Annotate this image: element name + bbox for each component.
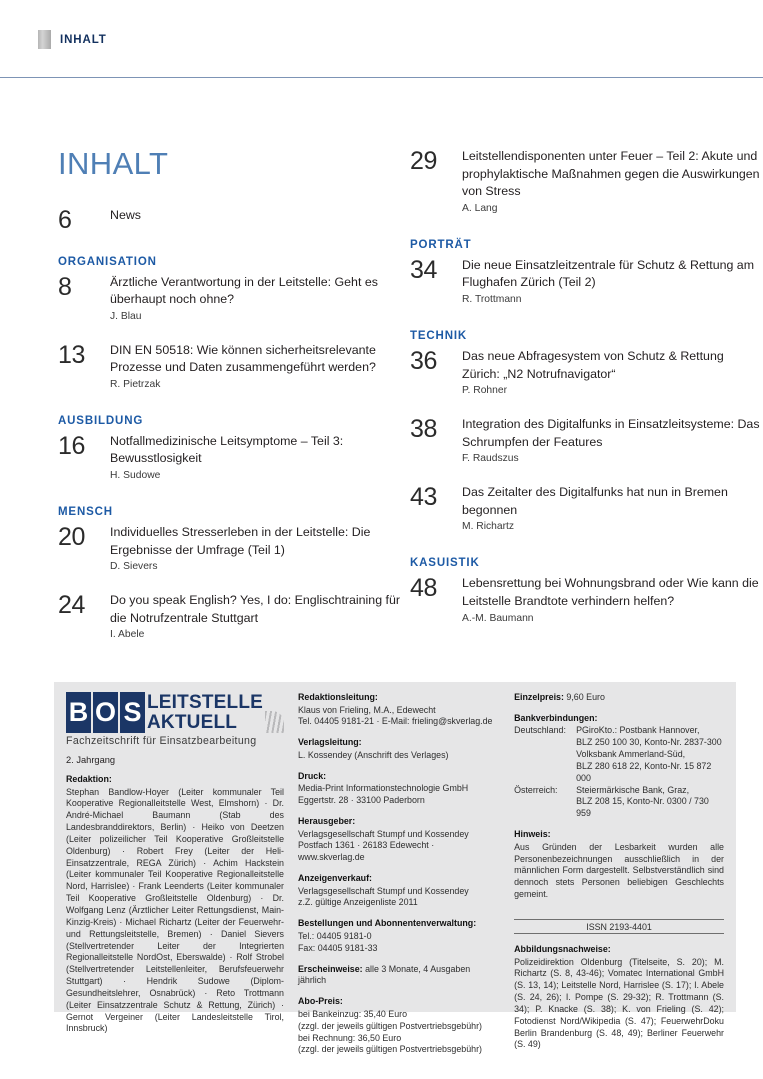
toc-entry-title: Lebensrettung bei Wohnungsbrand oder Wie kann die Leitstelle Brandtote verhindern helfen?: [462, 576, 759, 608]
toc-entry-title: Do you speak English? Yes, I do: Englischtraining für die Notrufzentrale Stuttgart: [110, 593, 400, 625]
redaktion-heading: Redaktion:: [66, 774, 112, 784]
toc-entry-author: M. Richartz: [462, 521, 515, 533]
running-header-label: INHALT: [60, 33, 107, 46]
toc-entry-title: Individuelles Stresserleben in der Leitstelle: Die Ergebnisse der Umfrage (Teil 1): [110, 524, 371, 557]
toc-section-heading: MENSCH: [58, 505, 113, 518]
header-divider: [0, 77, 763, 78]
bank-at-line-1: Steiermärkische Bank, Graz,: [576, 784, 690, 795]
toc-entry-title: Das neue Abfragesystem von Schutz & Rettung Zürich: „N2 Notrufnavigator“: [462, 348, 724, 381]
toc-section-heading: TECHNIK: [410, 329, 468, 342]
toc-entry[interactable]: [58, 592, 400, 643]
imprint-column-banking: [514, 692, 724, 1050]
toc-entry[interactable]: [58, 207, 400, 234]
toc-entry-body: [462, 348, 763, 399]
toc-entry-page: 6: [58, 206, 72, 234]
toc-entry[interactable]: [58, 433, 400, 484]
toc-entry-page: 20: [58, 522, 86, 551]
bank-details-oesterreich: [576, 785, 724, 821]
imprint-column-masthead: [66, 691, 298, 1034]
abo-preis-line-2: (zzgl. der jeweils gültigen Postvertriebsgebühr): [298, 1020, 482, 1031]
bestellungen-heading: Bestellungen und Abonnentenverwaltung:: [298, 918, 477, 929]
toc-entry[interactable]: [410, 348, 763, 399]
imprint-column-contact: [298, 692, 514, 1055]
toc-entry-body: [110, 524, 400, 575]
toc-entry-title: Die neue Einsatzleitzentrale für Schutz & Rettung am Flughafen Zürich (Teil 2): [462, 257, 755, 290]
bank-country-oesterreich: Österreich:: [514, 784, 558, 795]
toc-entry-title: Das Zeitalter des Digitalfunks hat nun in Bremen begonnen: [462, 485, 728, 517]
logo-letter-b: B: [66, 692, 91, 733]
verlagsleitung-heading: Verlagsleitung:: [298, 737, 362, 748]
einzelpreis-heading: Einzelpreis:: [514, 692, 564, 702]
logo-wordmark: [147, 692, 263, 733]
abo-preis-line-4: (zzgl. der jeweils gültigen Postvertriebsgebühr): [298, 1044, 482, 1055]
toc-entry-author: A.-M. Baumann: [462, 612, 534, 624]
toc-entry-title: Leitstellendisponenten unter Feuer – Teil 2: Akute und prophylaktische Maßnahmen gegen die Auswirkungen von Stress: [462, 149, 760, 199]
toc-entry[interactable]: [410, 484, 763, 535]
issn-badge: ISSN 2193-4401: [514, 919, 724, 934]
herausgeber-heading: Herausgeber:: [298, 815, 356, 826]
logo-tagline: Fachzeitschrift für Einsatzbearbeitung: [66, 735, 257, 747]
anzeigenverkauf-heading: Anzeigenverkauf:: [298, 873, 372, 884]
toc-entry-page: 48: [410, 574, 438, 603]
toc-entry-page: 24: [58, 591, 86, 620]
einzelpreis-value: 9,60 Euro: [566, 692, 605, 702]
bank-row-deutschland: [514, 725, 724, 784]
logo-word-leitstelle: LEITSTELLE: [147, 691, 263, 713]
verlagsleitung-line-1: L. Kossendey (Anschrift des Verlages): [298, 749, 449, 760]
toc-section-heading: ORGANISATION: [58, 255, 157, 268]
logo-letter-s: S: [120, 692, 145, 733]
toc-entry-page: 29: [410, 147, 438, 175]
abo-preis-line-3: bei Rechnung: 36,50 Euro: [298, 1032, 402, 1043]
toc-entry-body: [462, 257, 763, 308]
toc-entry-title: Ärztliche Verantwortung in der Leitstelle: Geht es überhaupt noch ohne?: [110, 274, 378, 307]
bank-de-line-2: BLZ 250 100 30, Konto-Nr. 2837-300: [576, 737, 722, 748]
toc-entry-body: [110, 342, 400, 393]
erscheinweise-heading: Erscheinweise:: [298, 963, 363, 974]
toc-entry-page: 34: [410, 255, 438, 284]
bank-country-deutschland: Deutschland:: [514, 725, 566, 736]
toc-entry-author: I. Abele: [110, 629, 145, 641]
toc-entry-author: A. Lang: [462, 202, 498, 214]
hinweis-heading: Hinweis:: [514, 829, 551, 840]
herausgeber-line-1: Verlagsgesellschaft Stumpf und Kossendey: [298, 828, 469, 839]
bank-row-oesterreich: [514, 785, 724, 821]
bankverbindungen-heading: Bankverbindungen:: [514, 712, 598, 723]
toc-entry-body: [110, 592, 400, 643]
toc-entry-body: [462, 416, 763, 467]
toc-entry[interactable]: [58, 524, 400, 575]
abbildungsnachweise-text: Polizeidirektion Oldenburg (Titelseite, S. 20); M. Richartz (S. 8, 43-46); Vomatec International GmbH (S. 13, 14); Leitstelle Nord, Harrislee (S. 17); I. Abele (S. 24, 26); I. Pompe (S. 29-32); R. Trottmann (S. 34); P. Knacke (S. 38); K. von Frieling (S. 42); Fotodienst Nord/Wikipedia (S. 47); FeuerwehrDoku Berlin Brandenburg (S. 48, 49); Berliner Feuerwehr (S. 49): [514, 956, 724, 1050]
page-title: INHALT: [58, 146, 169, 181]
bestellungen-line-1: Tel.: 04405 9181-0: [298, 930, 372, 941]
toc-entry-author: F. Raudszus: [462, 453, 519, 465]
toc-entry-body: [110, 274, 400, 325]
toc-entry[interactable]: [410, 416, 763, 467]
toc-entry-title: DIN EN 50518: Wie können sicherheitsrelevante Prozesse und Daten zusammengeführt werden?: [110, 342, 376, 375]
toc-entry[interactable]: [410, 257, 763, 308]
toc-entry[interactable]: [58, 342, 400, 393]
toc-entry-page: 16: [58, 431, 86, 460]
imprint-panel: [54, 682, 736, 1055]
toc-entry-body: [462, 148, 763, 217]
toc-entry-title: Integration des Digitalfunks in Einsatzleitsysteme: Das Schrumpfen der Features: [462, 417, 760, 449]
bank-details-deutschland: [576, 725, 724, 784]
druck-line-1: Media-Print Informationstechnologie GmbH: [298, 783, 469, 794]
druck-line-2: Eggertstr. 28 · 33100 Paderborn: [298, 795, 425, 806]
toc-entry-author: J. Blau: [110, 310, 142, 322]
herausgeber-line-2: Postfach 1361 · 26183 Edewecht · www.skverlag.de: [298, 840, 435, 863]
einzelpreis-row: [514, 692, 724, 704]
druck-heading: Druck:: [298, 770, 327, 781]
logo-swoosh-icon: [265, 711, 284, 733]
toc-section-heading: AUSBILDUNG: [58, 414, 144, 427]
toc-entry-title: News: [110, 208, 141, 222]
volume-label: 2. Jahrgang: [66, 755, 116, 765]
toc-entry-body: [462, 484, 763, 535]
toc-entry[interactable]: [410, 148, 763, 217]
toc-entry-author: R. Trottmann: [462, 293, 522, 305]
logo-bos-blocks: [66, 692, 145, 733]
toc-entry[interactable]: [58, 274, 400, 325]
running-header: [38, 30, 107, 49]
toc-entry-author: D. Sievers: [110, 561, 158, 573]
anzeigenverkauf-line-2: z.Z. gültige Anzeigenliste 2011: [298, 897, 418, 908]
toc-entry-page: 13: [58, 340, 86, 369]
toc-entry-body: [110, 207, 400, 225]
redaktionsleitung-heading: Redaktionsleitung:: [298, 692, 378, 702]
logo-letter-o: O: [93, 692, 118, 733]
toc-entry-title: Notfallmedizinische Leitsymptome – Teil 3: Bewusstlosigkeit: [110, 433, 344, 466]
gray-bar-icon: [38, 30, 51, 49]
toc-entry-author: R. Pietrzak: [110, 378, 161, 390]
magazine-logo: [66, 692, 284, 747]
hinweis-text: Aus Gründen der Lesbarkeit wurden alle Personenbezeichnungen ausschließlich in der männlichen Form dargestellt. Selbstverständlich sind dennoch stets Personen beliebigen Geschlechts gemeint.: [514, 841, 724, 900]
toc-column-right: [400, 148, 763, 643]
toc-entry[interactable]: [410, 575, 763, 626]
erscheinweise-row: [298, 964, 500, 988]
toc-entry-page: 38: [410, 415, 438, 444]
toc-entry-page: 36: [410, 346, 438, 375]
bank-at-line-2: BLZ 208 15, Konto-Nr. 0300 / 730 959: [576, 796, 709, 819]
toc-section-heading: PORTRÄT: [410, 238, 472, 251]
bank-de-line-4: BLZ 280 618 22, Konto-Nr. 15 872 000: [576, 760, 712, 783]
bestellungen-line-2: Fax: 04405 9181-33: [298, 942, 378, 953]
toc-entry-page: 8: [58, 272, 72, 301]
toc-section-heading: KASUISTIK: [410, 557, 480, 570]
erscheinweise-value: alle 3 Monate, 4 Ausgaben jährlich: [298, 963, 471, 986]
redaktionsleitung-line-1: Klaus von Frieling, M.A., Edewecht: [298, 704, 436, 715]
table-of-contents: [0, 148, 763, 660]
abo-preis-line-1: bei Bankeinzug: 35,40 Euro: [298, 1008, 408, 1019]
toc-entry-page: 43: [410, 483, 438, 512]
abbildungsnachweise-heading: Abbildungsnachweise:: [514, 943, 611, 954]
toc-entry-author: H. Sudowe: [110, 470, 161, 481]
bank-de-line-1: PGiroKto.: Postbank Hannover,: [576, 725, 700, 736]
logo-word-aktuell: AKTUELL: [147, 711, 238, 733]
bank-de-line-3: Volksbank Ammerland-Süd,: [576, 749, 686, 760]
toc-column-left: [0, 148, 400, 660]
toc-entry-body: [462, 575, 763, 626]
toc-entry-body: [110, 433, 400, 484]
abo-preis-heading: Abo-Preis:: [298, 996, 343, 1007]
redaktionsleitung-line-2: Tel. 04405 9181-21 · E-Mail: frieling@skverlag.de: [298, 716, 493, 727]
redaktion-text: Stephan Bandlow-Hoyer (Leiter kommunaler Teil Kooperative Regionalleitstelle West, Elmshorn) · Dr. André-Michael Baumann (Stab des Landesbranddirektors, Berlin) · Heiko von Deetzen (Leiter polizeilicher Teil Kooperative Großleitstelle Oldenburg) · Robert Frey (Leiter der Heli-Einsatzzentrale, REGA Zürich) · Achim Hackstein (Leiter kommunaler Teil Kooperative Regionalleitstelle Nord, Harrislee) · Frank Leenderts (Leiter kommunaler Teil Kooperative Großleitstelle Oldenburg) · Dr. Wolfgang Lenz (Ärztlicher Leiter Rettungsdienst, Main-Kinzig-Kreis) · Michael Richartz (Leiter der Feuerwehr- und Rettungsleitstelle, Bremen) · Daniel Sievers (Stellvertretender Leiter der Integrierten Regionalleitstelle NordOst, Eberswalde) · Rolf Strobel (Stellvertretender Leitstellenleiter, Berufsfeuerwehr Stuttgart) · Hendrik Sudowe (Diplom-Gesundheitslehrer, Osnabrück) · Reto Trottmann (Leiter Einsatzzentrale Schutz & Rettung, Zürich) · Gernot Vergeiner (Leiter Landesleitstelle Tirol, Innsbruck): [66, 786, 284, 1034]
anzeigenverkauf-line-1: Verlagsgesellschaft Stumpf und Kossendey: [298, 885, 469, 896]
toc-entry-author: P. Rohner: [462, 385, 508, 397]
